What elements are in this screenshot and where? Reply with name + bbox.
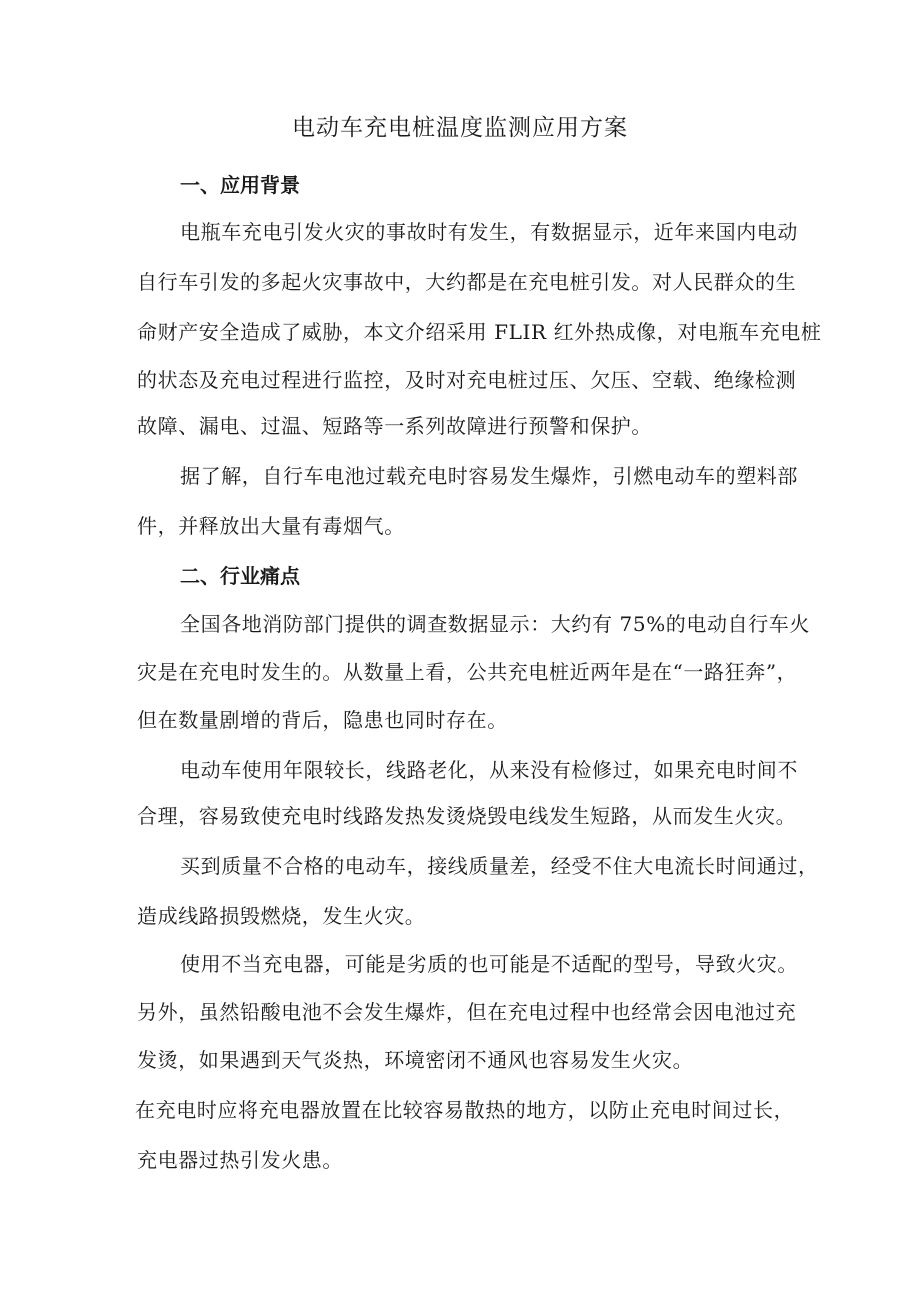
- paragraph-line: 但在数量剧增的背后，隐患也同时存在。: [137, 708, 508, 732]
- paragraph-line: 买到质量不合格的电动车，接线质量差，经受不住大电流长时间通过，: [180, 854, 819, 878]
- section-heading-pain-points: 二、行业痛点: [180, 564, 300, 588]
- paragraph-line: 命财产安全造成了威胁，本文介绍采用 FLIR 红外热成像，对电瓶车充电桩: [137, 320, 822, 344]
- page-title: 电动车充电桩温度监测应用方案: [292, 115, 628, 141]
- paragraph-line: 造成线路损毁燃烧，发生火灾。: [137, 904, 426, 928]
- paragraph-line: 电动车使用年限较长，线路老化，从来没有检修过，如果充电时间不: [180, 758, 798, 782]
- paragraph-line: 使用不当充电器，可能是劣质的也可能是不适配的型号，导致火灾。: [180, 952, 798, 976]
- paragraph-line: 自行车引发的多起火灾事故中，大约都是在充电桩引发。对人民群众的生: [137, 270, 797, 294]
- section-heading-background: 一、应用背景: [180, 173, 300, 197]
- paragraph-line: 的状态及充电过程进行监控，及时对充电桩过压、欠压、空载、绝缘检测: [137, 368, 797, 392]
- paragraph-line: 充电器过热引发火患。: [137, 1148, 343, 1172]
- paragraph-line: 据了解，自行车电池过载充电时容易发生爆炸，引燃电动车的塑料部: [180, 464, 798, 488]
- paragraph-line: 另外，虽然铅酸电池不会发生爆炸，但在充电过程中也经常会因电池过充: [137, 1000, 797, 1024]
- paragraph-line: 在充电时应将充电器放置在比较容易散热的地方，以防止充电时间过长，: [135, 1098, 795, 1122]
- paragraph-line: 件，并释放出大量有毒烟气。: [137, 514, 405, 538]
- paragraph-line: 灾是在充电时发生的。从数量上看，公共充电桩近两年是在“一路狂奔”，: [137, 660, 798, 684]
- paragraph-line: 发烫，如果遇到天气炎热，环境密闭不通风也容易发生火灾。: [137, 1048, 694, 1072]
- paragraph-line: 电瓶车充电引发火灾的事故时有发生，有数据显示，近年来国内电动: [180, 220, 798, 244]
- paragraph-line: 全国各地消防部门提供的调查数据显示：大约有 75%的电动自行车火: [180, 612, 811, 636]
- paragraph-line: 故障、漏电、过温、短路等一系列故障进行预警和保护。: [137, 414, 652, 438]
- paragraph-line: 合理，容易致使充电时线路发热发烫烧毁电线发生短路，从而发生火灾。: [137, 804, 797, 828]
